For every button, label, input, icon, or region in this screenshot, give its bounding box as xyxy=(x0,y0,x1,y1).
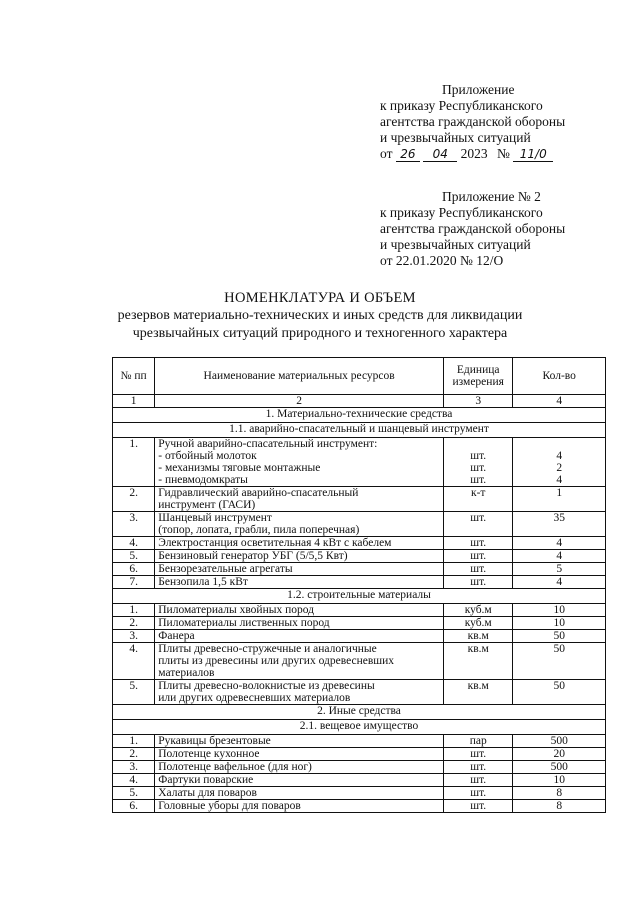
resource-name-line: Бензорезательные агрегаты xyxy=(158,563,293,575)
row-number: 3. xyxy=(113,761,155,774)
resource-unit-line: к-т xyxy=(470,487,486,499)
resource-name-line: материалов xyxy=(158,667,215,679)
resource-name xyxy=(155,438,444,487)
resource-name-line: - отбойный молоток xyxy=(158,450,257,462)
header-number: № пп xyxy=(113,358,155,395)
row-number: 6. xyxy=(113,800,155,813)
annex-1-line: к приказу Республиканского xyxy=(380,98,543,113)
row-number: 4. xyxy=(113,643,155,680)
resource-unit xyxy=(444,550,513,563)
resource-name-line: плиты из древесины или других одревесневших xyxy=(158,655,395,667)
row-number: 2. xyxy=(113,748,155,761)
table-row xyxy=(113,537,606,550)
resource-unit xyxy=(444,761,513,774)
annex-1-line: и чрезвычайных ситуаций xyxy=(380,130,531,145)
section-title: 1.2. строительные материалы xyxy=(113,589,606,604)
resource-quantity-line: 4 xyxy=(556,537,563,549)
resource-unit xyxy=(444,604,513,617)
row-number: 6. xyxy=(113,563,155,576)
section-row xyxy=(113,408,606,423)
row-number: 7. xyxy=(113,576,155,589)
resource-unit xyxy=(444,512,513,537)
resource-name xyxy=(155,563,444,576)
table-row xyxy=(113,748,606,761)
table-row xyxy=(113,630,606,643)
resource-quantity-line: 4 xyxy=(556,450,563,462)
column-number: 3 xyxy=(444,395,513,408)
heading-subtitle-2: чрезвычайных ситуаций природного и техногенного характера xyxy=(132,326,508,341)
annex-2-line: агентства гражданской обороны xyxy=(380,221,566,236)
row-number: 4. xyxy=(113,774,155,787)
annex-2-line: к приказу Республиканского xyxy=(380,205,543,220)
resource-unit-line: шт. xyxy=(470,800,487,812)
row-number: 3. xyxy=(113,512,155,537)
annex-1-line: агентства гражданской обороны xyxy=(380,114,566,129)
resource-unit xyxy=(444,537,513,550)
resource-name-line: Гидравлический аварийно-спасательный xyxy=(158,487,359,499)
resource-name-line: - пневмодомкраты xyxy=(158,474,248,486)
handwritten-month: 04 xyxy=(423,148,457,162)
annex-2-line: от 22.01.2020 № 12/О xyxy=(380,253,504,268)
resource-name xyxy=(155,774,444,787)
resource-unit xyxy=(444,680,513,705)
resource-quantity xyxy=(513,630,606,643)
row-number: 1. xyxy=(113,735,155,748)
table-row xyxy=(113,800,606,813)
resource-unit xyxy=(444,563,513,576)
resource-quantity-line: 8 xyxy=(556,787,563,799)
column-number: 4 xyxy=(513,395,606,408)
table-row xyxy=(113,680,606,705)
resource-name-line: Шанцевый инструмент xyxy=(158,512,272,524)
section-title: 1. Материально-технические средства xyxy=(113,408,606,423)
resource-unit-line: шт. xyxy=(470,462,487,474)
resource-name-line: инструмент (ГАСИ) xyxy=(158,499,256,511)
date-prefix: от xyxy=(380,146,393,161)
resource-quantity xyxy=(513,576,606,589)
resource-unit xyxy=(444,576,513,589)
annex-2-line: и чрезвычайных ситуаций xyxy=(380,237,531,252)
resource-quantity xyxy=(513,487,606,512)
resource-quantity xyxy=(513,537,606,550)
resource-quantity xyxy=(513,617,606,630)
resource-quantity-line: 500 xyxy=(550,735,568,747)
resource-name-line: Бензопила 1,5 кВт xyxy=(158,576,248,588)
row-number: 5. xyxy=(113,787,155,800)
resource-name-line: Пиломатериалы лиственных пород xyxy=(158,617,330,629)
section-title: 2.1. вещевое имущество xyxy=(113,720,606,735)
resource-unit-line: пар xyxy=(469,735,487,747)
resource-unit-line: шт. xyxy=(470,761,487,773)
resource-quantity xyxy=(513,512,606,537)
table-row xyxy=(113,438,606,487)
resource-name xyxy=(155,512,444,537)
resource-unit-line: кв.м xyxy=(467,680,489,692)
resource-name xyxy=(155,550,444,563)
section-title: 2. Иные средства xyxy=(113,705,606,720)
resource-name-line: или других одревесневших материалов xyxy=(158,692,351,704)
resource-quantity xyxy=(513,761,606,774)
resource-quantity-line: 35 xyxy=(553,512,565,524)
resource-quantity xyxy=(513,680,606,705)
resource-quantity-line: 10 xyxy=(553,604,565,616)
resource-quantity xyxy=(513,787,606,800)
table-row xyxy=(113,550,606,563)
document-heading xyxy=(0,289,640,343)
column-number: 2 xyxy=(155,395,444,408)
table-row xyxy=(113,643,606,680)
resource-unit-line: шт. xyxy=(470,748,487,760)
date-year: 2023 xyxy=(460,146,488,161)
table-row xyxy=(113,774,606,787)
resource-unit-line: кв.м xyxy=(467,643,489,655)
resource-unit-line: шт. xyxy=(470,450,487,462)
annex-1-title: Приложение xyxy=(442,82,515,97)
resource-quantity-line: 20 xyxy=(553,748,565,760)
resource-quantity-line: 4 xyxy=(556,576,563,588)
table-row xyxy=(113,487,606,512)
resource-quantity-line xyxy=(516,438,602,450)
resource-name-line: - механизмы тяговые монтажные xyxy=(158,462,321,474)
resource-unit-line: шт. xyxy=(470,774,487,786)
resource-unit xyxy=(444,735,513,748)
table-row xyxy=(113,512,606,537)
column-number-row xyxy=(113,395,606,408)
resource-unit-line: шт. xyxy=(470,537,487,549)
resource-quantity xyxy=(513,735,606,748)
resource-unit xyxy=(444,617,513,630)
section-row xyxy=(113,423,606,438)
resource-name-line: Фанера xyxy=(158,630,195,642)
resource-unit-line: шт. xyxy=(470,474,487,486)
resource-name-line: Плиты древесно-стружечные и аналогичные xyxy=(158,643,377,655)
table-body xyxy=(113,408,606,813)
resource-quantity xyxy=(513,604,606,617)
table-row xyxy=(113,576,606,589)
resource-quantity-line: 1 xyxy=(556,487,563,499)
resources-table xyxy=(112,357,606,813)
resource-name-line: Фартуки поварские xyxy=(158,774,254,786)
annex-2-block xyxy=(380,189,620,269)
row-number: 4. xyxy=(113,537,155,550)
handwritten-day: 26 xyxy=(396,148,420,162)
resource-name-line: Полотенце кухонное xyxy=(158,748,260,760)
resource-unit xyxy=(444,774,513,787)
resource-unit-line: кв.м xyxy=(467,630,489,642)
section-row xyxy=(113,720,606,735)
section-title: 1.1. аварийно-спасательный и шанцевый инструмент xyxy=(113,423,606,438)
resource-name xyxy=(155,787,444,800)
resource-name xyxy=(155,617,444,630)
resource-name-line: Пиломатериалы хвойных пород xyxy=(158,604,314,616)
number-sign: № xyxy=(496,146,510,161)
table-row xyxy=(113,563,606,576)
resource-name-line: Бензиновый генератор УБГ (5/5,5 Квт) xyxy=(158,550,348,562)
resource-unit xyxy=(444,630,513,643)
resource-unit-line: шт. xyxy=(470,787,487,799)
table-row xyxy=(113,604,606,617)
annex-2-title: Приложение № 2 xyxy=(442,189,541,204)
section-row xyxy=(113,589,606,604)
resource-unit xyxy=(444,643,513,680)
resource-name-line: Электростанция осветительная 4 кВт с кабелем xyxy=(158,537,392,549)
table-row xyxy=(113,761,606,774)
resource-quantity xyxy=(513,748,606,761)
row-number: 3. xyxy=(113,630,155,643)
resource-name xyxy=(155,643,444,680)
resource-quantity-line: 50 xyxy=(553,643,565,655)
resource-unit xyxy=(444,787,513,800)
resource-unit-line xyxy=(447,438,509,450)
header-name: Наименование материальных ресурсов xyxy=(155,358,444,395)
resource-quantity-line: 4 xyxy=(556,474,563,486)
resource-name xyxy=(155,748,444,761)
resource-quantity-line: 10 xyxy=(553,617,565,629)
resource-quantity xyxy=(513,643,606,680)
resource-unit-line: куб.м xyxy=(464,617,492,629)
resource-name-line: Плиты древесно-волокнистые из древесины xyxy=(158,680,375,692)
resource-name xyxy=(155,680,444,705)
resource-unit xyxy=(444,748,513,761)
row-number: 5. xyxy=(113,550,155,563)
resource-quantity-line: 500 xyxy=(550,761,568,773)
table-row xyxy=(113,735,606,748)
annex-1-block xyxy=(380,82,620,162)
resource-unit xyxy=(444,487,513,512)
resource-quantity xyxy=(513,800,606,813)
resource-unit-line: шт. xyxy=(470,563,487,575)
resource-quantity xyxy=(513,774,606,787)
resource-quantity-line: 4 xyxy=(556,550,563,562)
resource-quantity xyxy=(513,438,606,487)
resource-quantity-line: 8 xyxy=(556,800,563,812)
resource-name-line: (топор, лопата, грабли, пила поперечная) xyxy=(158,524,360,536)
resource-unit-line: шт. xyxy=(470,576,487,588)
table-row xyxy=(113,787,606,800)
resource-quantity xyxy=(513,550,606,563)
resource-quantity-line: 50 xyxy=(553,630,565,642)
resource-unit-line: шт. xyxy=(470,550,487,562)
row-number: 1. xyxy=(113,604,155,617)
resource-quantity xyxy=(513,563,606,576)
header-unit: Единица измерения xyxy=(444,358,513,395)
row-number: 2. xyxy=(113,617,155,630)
resource-name-line: Головные уборы для поваров xyxy=(158,800,301,812)
header-quantity: Кол-во xyxy=(513,358,606,395)
resource-unit-line: куб.м xyxy=(464,604,492,616)
resource-unit xyxy=(444,800,513,813)
row-number: 5. xyxy=(113,680,155,705)
heading-subtitle-1: резервов материально-технических и иных средств для ликвидации xyxy=(117,308,523,323)
resource-name xyxy=(155,761,444,774)
resource-name xyxy=(155,800,444,813)
resource-name xyxy=(155,630,444,643)
annex-1-date xyxy=(380,146,620,162)
resource-name-line: Ручной аварийно-спасательный инструмент: xyxy=(158,438,378,450)
table-header-row xyxy=(113,358,606,395)
resource-quantity-line: 10 xyxy=(553,774,565,786)
section-row xyxy=(113,705,606,720)
resource-name-line: Полотенце вафельное (для ног) xyxy=(158,761,312,773)
resource-quantity-line: 2 xyxy=(556,462,563,474)
resource-name-line: Халаты для поваров xyxy=(158,787,257,799)
column-number: 1 xyxy=(113,395,155,408)
row-number: 1. xyxy=(113,438,155,487)
handwritten-number: 11/0 xyxy=(513,148,553,162)
resource-unit-line: шт. xyxy=(470,512,487,524)
heading-title: НОМЕНКЛАТУРА И ОБЪЕМ xyxy=(224,290,416,306)
resource-name xyxy=(155,735,444,748)
resource-name-line: Рукавицы брезентовые xyxy=(158,735,271,747)
resource-quantity-line: 50 xyxy=(553,680,565,692)
row-number: 2. xyxy=(113,487,155,512)
resource-unit xyxy=(444,438,513,487)
table-row xyxy=(113,617,606,630)
resource-quantity-line: 5 xyxy=(556,563,563,575)
resource-name xyxy=(155,576,444,589)
resource-name xyxy=(155,487,444,512)
resource-name xyxy=(155,537,444,550)
resource-name xyxy=(155,604,444,617)
